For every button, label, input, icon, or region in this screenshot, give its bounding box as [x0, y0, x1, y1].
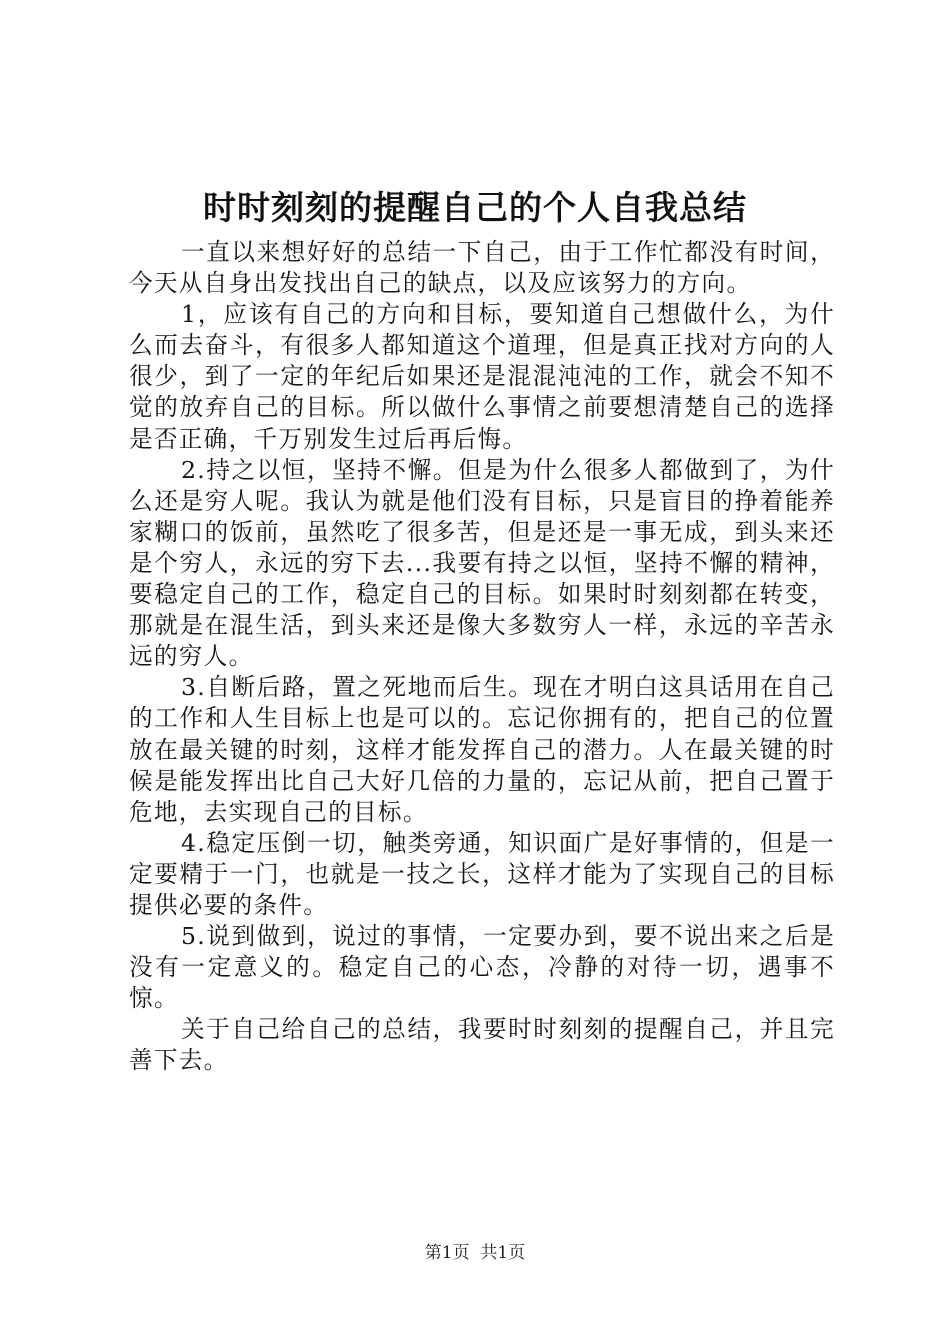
paragraph-point-3: 3.自断后路，置之死地而后生。现在才明白这具话用在自己的工作和人生目标上也是可以的。忘记你拥有的，把自己的位置放在最关键的时刻，这样才能发挥自己的潜力。人在最关键的时候是能发挥出比自己大好几倍的力量的，忘记从前，把自己置于危地，去实现自己的目标。	[129, 673, 835, 826]
paragraph-conclusion: 关于自己给自己的总结，我要时时刻刻的提醒自己，并且完善下去。	[129, 1015, 835, 1075]
paragraph-intro: 一直以来想好好的总结一下自己，由于工作忙都没有时间，今天从自身出发找出自己的缺点，以及应该努力的方向。	[129, 238, 835, 298]
document-body	[129, 237, 835, 1077]
document-title: 时时刻刻的提醒自己的个人自我总结	[203, 188, 747, 227]
paragraph-point-2: 2.持之以恒，坚持不懈。但是为什么很多人都做到了，为什么还是穷人呢。我认为就是他们没有目标，只是盲目的挣着能养家糊口的饭前，虽然吃了很多苦，但是还是一事无成，到头来还是个穷人，永远的穷下去...我要有持之以恒，坚持不懈的精神，要稳定自己的工作，稳定自己的目标。如果时时刻刻都在转变，那就是在混生活，到头来还是像大多数穷人一样，永远的辛苦永远的穷人。	[129, 455, 835, 671]
paragraph-point-4: 4.稳定压倒一切，触类旁通，知识面广是好事情的，但是一定要精于一门，也就是一技之长，这样才能为了实现自己的目标提供必要的条件。	[129, 828, 835, 919]
paragraph-point-1: 1，应该有自己的方向和目标，要知道自己想做什么，为什么而去奋斗，有很多人都知道这个道理，但是真正找对方向的人很少，到了一定的年纪后如果还是混混沌沌的工作，就会不知不觉的放弃自己的目标。所以做什么事情之前要想清楚自己的选择是否正确，千万别发生过后再后悔。	[129, 300, 835, 453]
paragraph-point-5: 5.说到做到，说过的事情，一定要办到，要不说出来之后是没有一定意义的。稳定自己的心态，冷静的对待一切，遇事不惊。	[129, 922, 835, 1013]
page-footer: 第1页 共1页	[424, 1243, 526, 1263]
